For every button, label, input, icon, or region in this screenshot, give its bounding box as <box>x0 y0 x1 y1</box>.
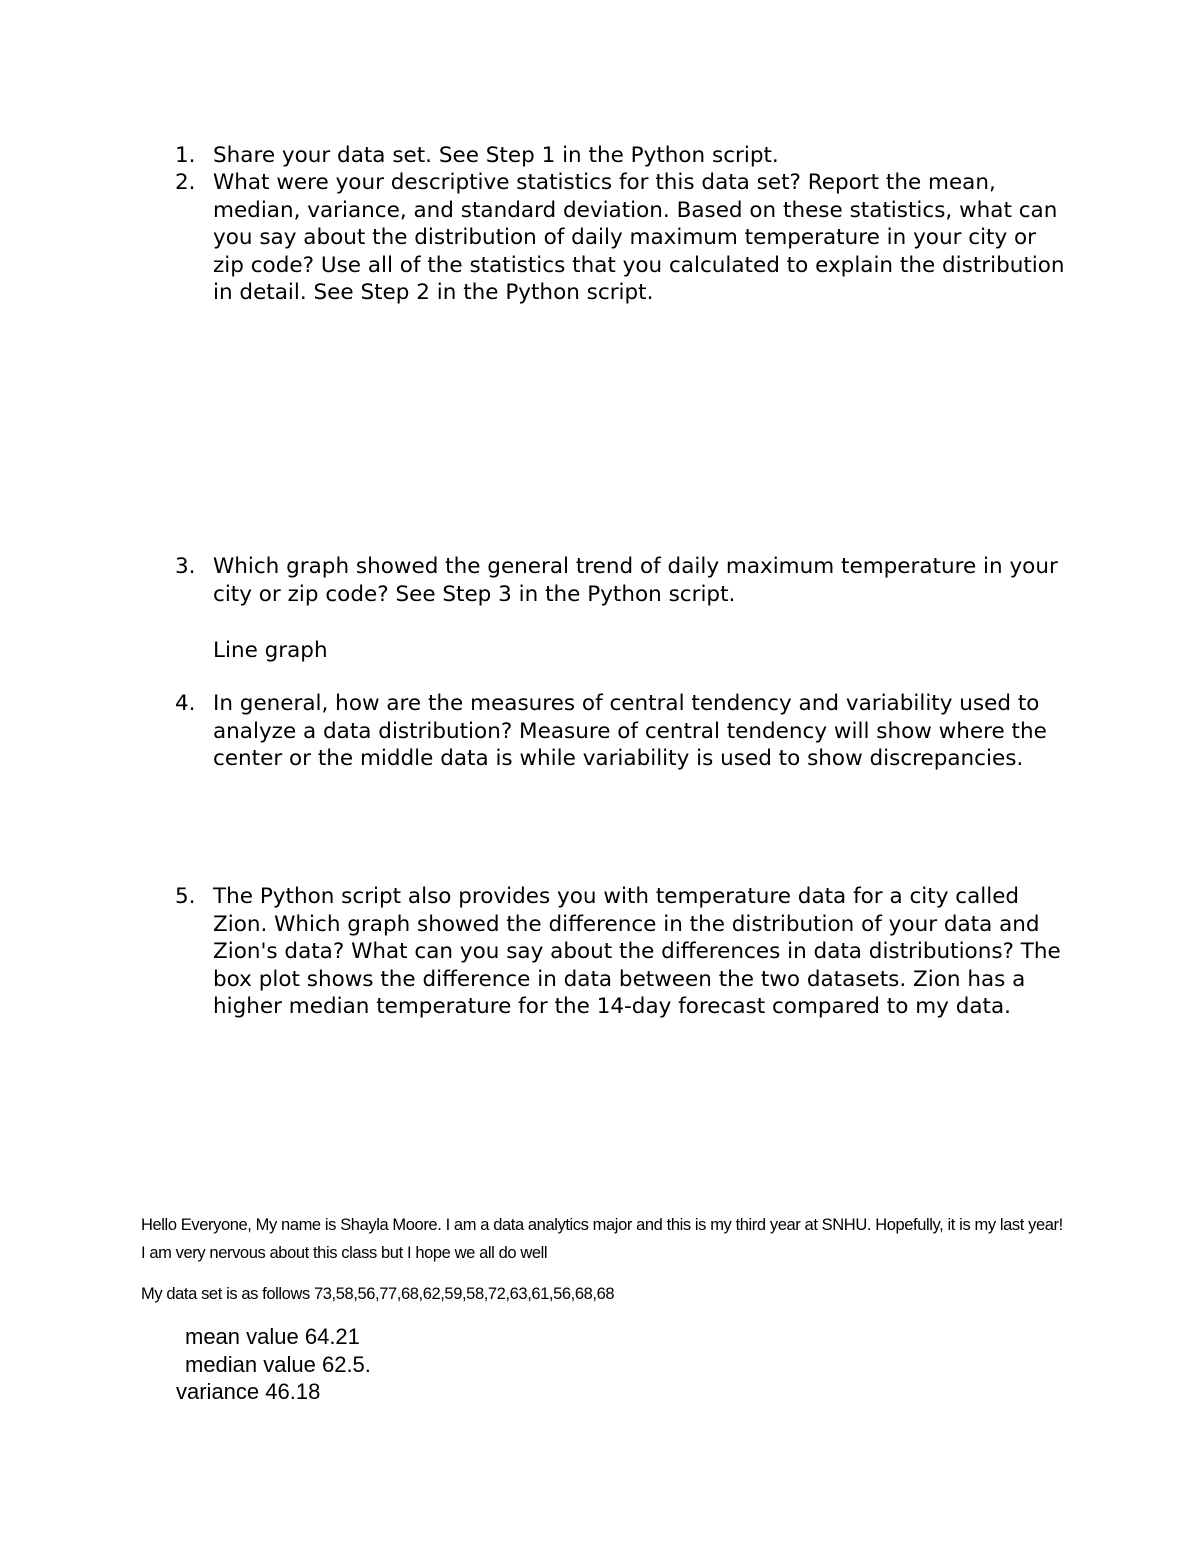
median-value: median value 62.5. <box>185 1352 371 1377</box>
question-number: 2. <box>175 170 196 195</box>
answer-3: Line graph <box>213 638 328 663</box>
question-text: Which graph showed the general trend of daily maximum temperature in your city or zip code? See Step 3 in the Python script. <box>213 554 1058 607</box>
dataset-line: My data set is as follows 73,58,56,77,68,62,59,58,72,63,61,56,68,68 <box>141 1285 615 1303</box>
question-text: What were your descriptive statistics for this data set? Report the mean, median, variance, and standard deviation. Based on these statistics, what can you say about the distribution of daily maximum temperature in your city or zip code? Use all of the statistics that you calculated to explain the distribution in detail. See Step 2 in the Python script. <box>213 170 1065 305</box>
question-text: The Python script also provides you with temperature data for a city called Zion. Which graph showed the difference in the distribution of your data and Zion's data? What can you say about the differences in data distributions? The box plot shows the difference in data between the two datasets. Zion has a higher median temperature for the 14-day forecast compared to my data. <box>213 884 1061 1019</box>
question-number: 3. <box>175 554 196 579</box>
question-text: Share your data set. See Step 1 in the Python script. <box>213 143 779 168</box>
question-1 <box>175 142 1065 170</box>
intro-paragraph: Hello Everyone, My name is Shayla Moore. I am a data analytics major and this is my third year at SNHU. Hopefully, it is my last year! I am very nervous about this class but I hope we all do well <box>141 1216 1063 1262</box>
question-4 <box>175 690 1065 773</box>
question-number: 4. <box>175 691 196 716</box>
variance-value: variance 46.18 <box>176 1379 321 1404</box>
question-5 <box>175 883 1065 1021</box>
question-number: 1. <box>175 143 196 168</box>
question-number: 5. <box>175 884 196 909</box>
mean-value: mean value 64.21 <box>185 1324 360 1349</box>
question-2 <box>175 169 1065 307</box>
question-3 <box>175 553 1065 608</box>
question-text: In general, how are the measures of central tendency and variability used to analyze a data distribution? Measure of central tendency will show where the center or the middle data is while variability is used to show discrepancies. <box>213 691 1047 771</box>
